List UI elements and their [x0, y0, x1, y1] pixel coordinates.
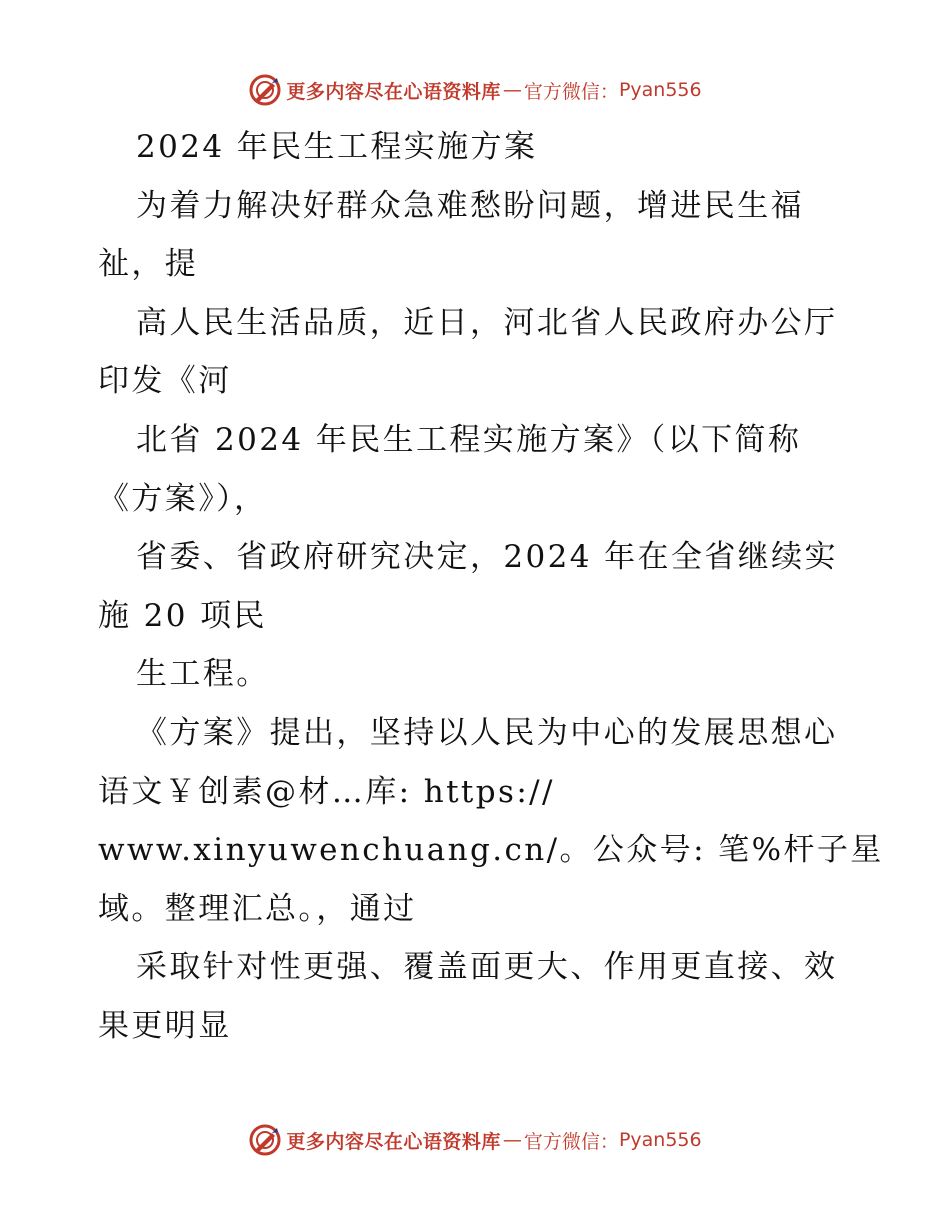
- header-watermark: [0, 70, 950, 110]
- watermark-brand-text: 更多内容尽在心语资料库: [286, 1130, 501, 1153]
- text-line: 生工程。: [136, 656, 270, 693]
- watermark-brand-text: 更多内容尽在心语资料库: [286, 80, 501, 103]
- footer-watermark: [0, 1120, 950, 1160]
- document-body: [98, 118, 884, 1056]
- text-line: 为着力解决好群众急难愁盼问题，增进民生福: [136, 187, 804, 224]
- watermark-wechat-label: 官方微信：: [523, 80, 619, 103]
- watermark-dash: —: [502, 79, 522, 101]
- watermark-dash: —: [502, 1129, 522, 1151]
- watermark-wechat-id: Pyan556: [618, 79, 702, 101]
- text-line: 北省 2024 年民生工程实施方案》（以下简称: [136, 421, 802, 458]
- watermark-wechat-label: 官方微信：: [523, 1130, 619, 1153]
- text-line: www.xinyuwenchuang.cn/。公众号: 笔%杆子星: [98, 832, 884, 869]
- brand-logo-icon: [248, 1123, 282, 1157]
- watermark-wechat-id: Pyan556: [618, 1129, 702, 1151]
- text-line: 采取针对性更强、覆盖面更大、作用更直接、效: [136, 949, 838, 986]
- text-line: 《方案》），: [98, 480, 268, 517]
- brand-logo-icon: [248, 73, 282, 107]
- text-line: 语文￥创素@材…库: https://: [98, 773, 555, 810]
- text-line: 《方案》提出，坚持以人民为中心的发展思想心: [136, 714, 838, 751]
- text-line: 高人民生活品质，近日，河北省人民政府办公厅: [136, 304, 838, 341]
- text-line: 印发《河: [98, 363, 232, 400]
- text-line: 域。整理汇总。，通过: [98, 890, 417, 927]
- text-line: 祉，提: [98, 246, 199, 283]
- text-line: 省委、省政府研究决定，2024 年在全省继续实: [136, 539, 838, 576]
- text-line: 施 20 项民: [98, 597, 267, 634]
- text-line: 果更明显: [98, 1007, 232, 1044]
- text-line: 2024 年民生工程实施方案: [136, 129, 538, 165]
